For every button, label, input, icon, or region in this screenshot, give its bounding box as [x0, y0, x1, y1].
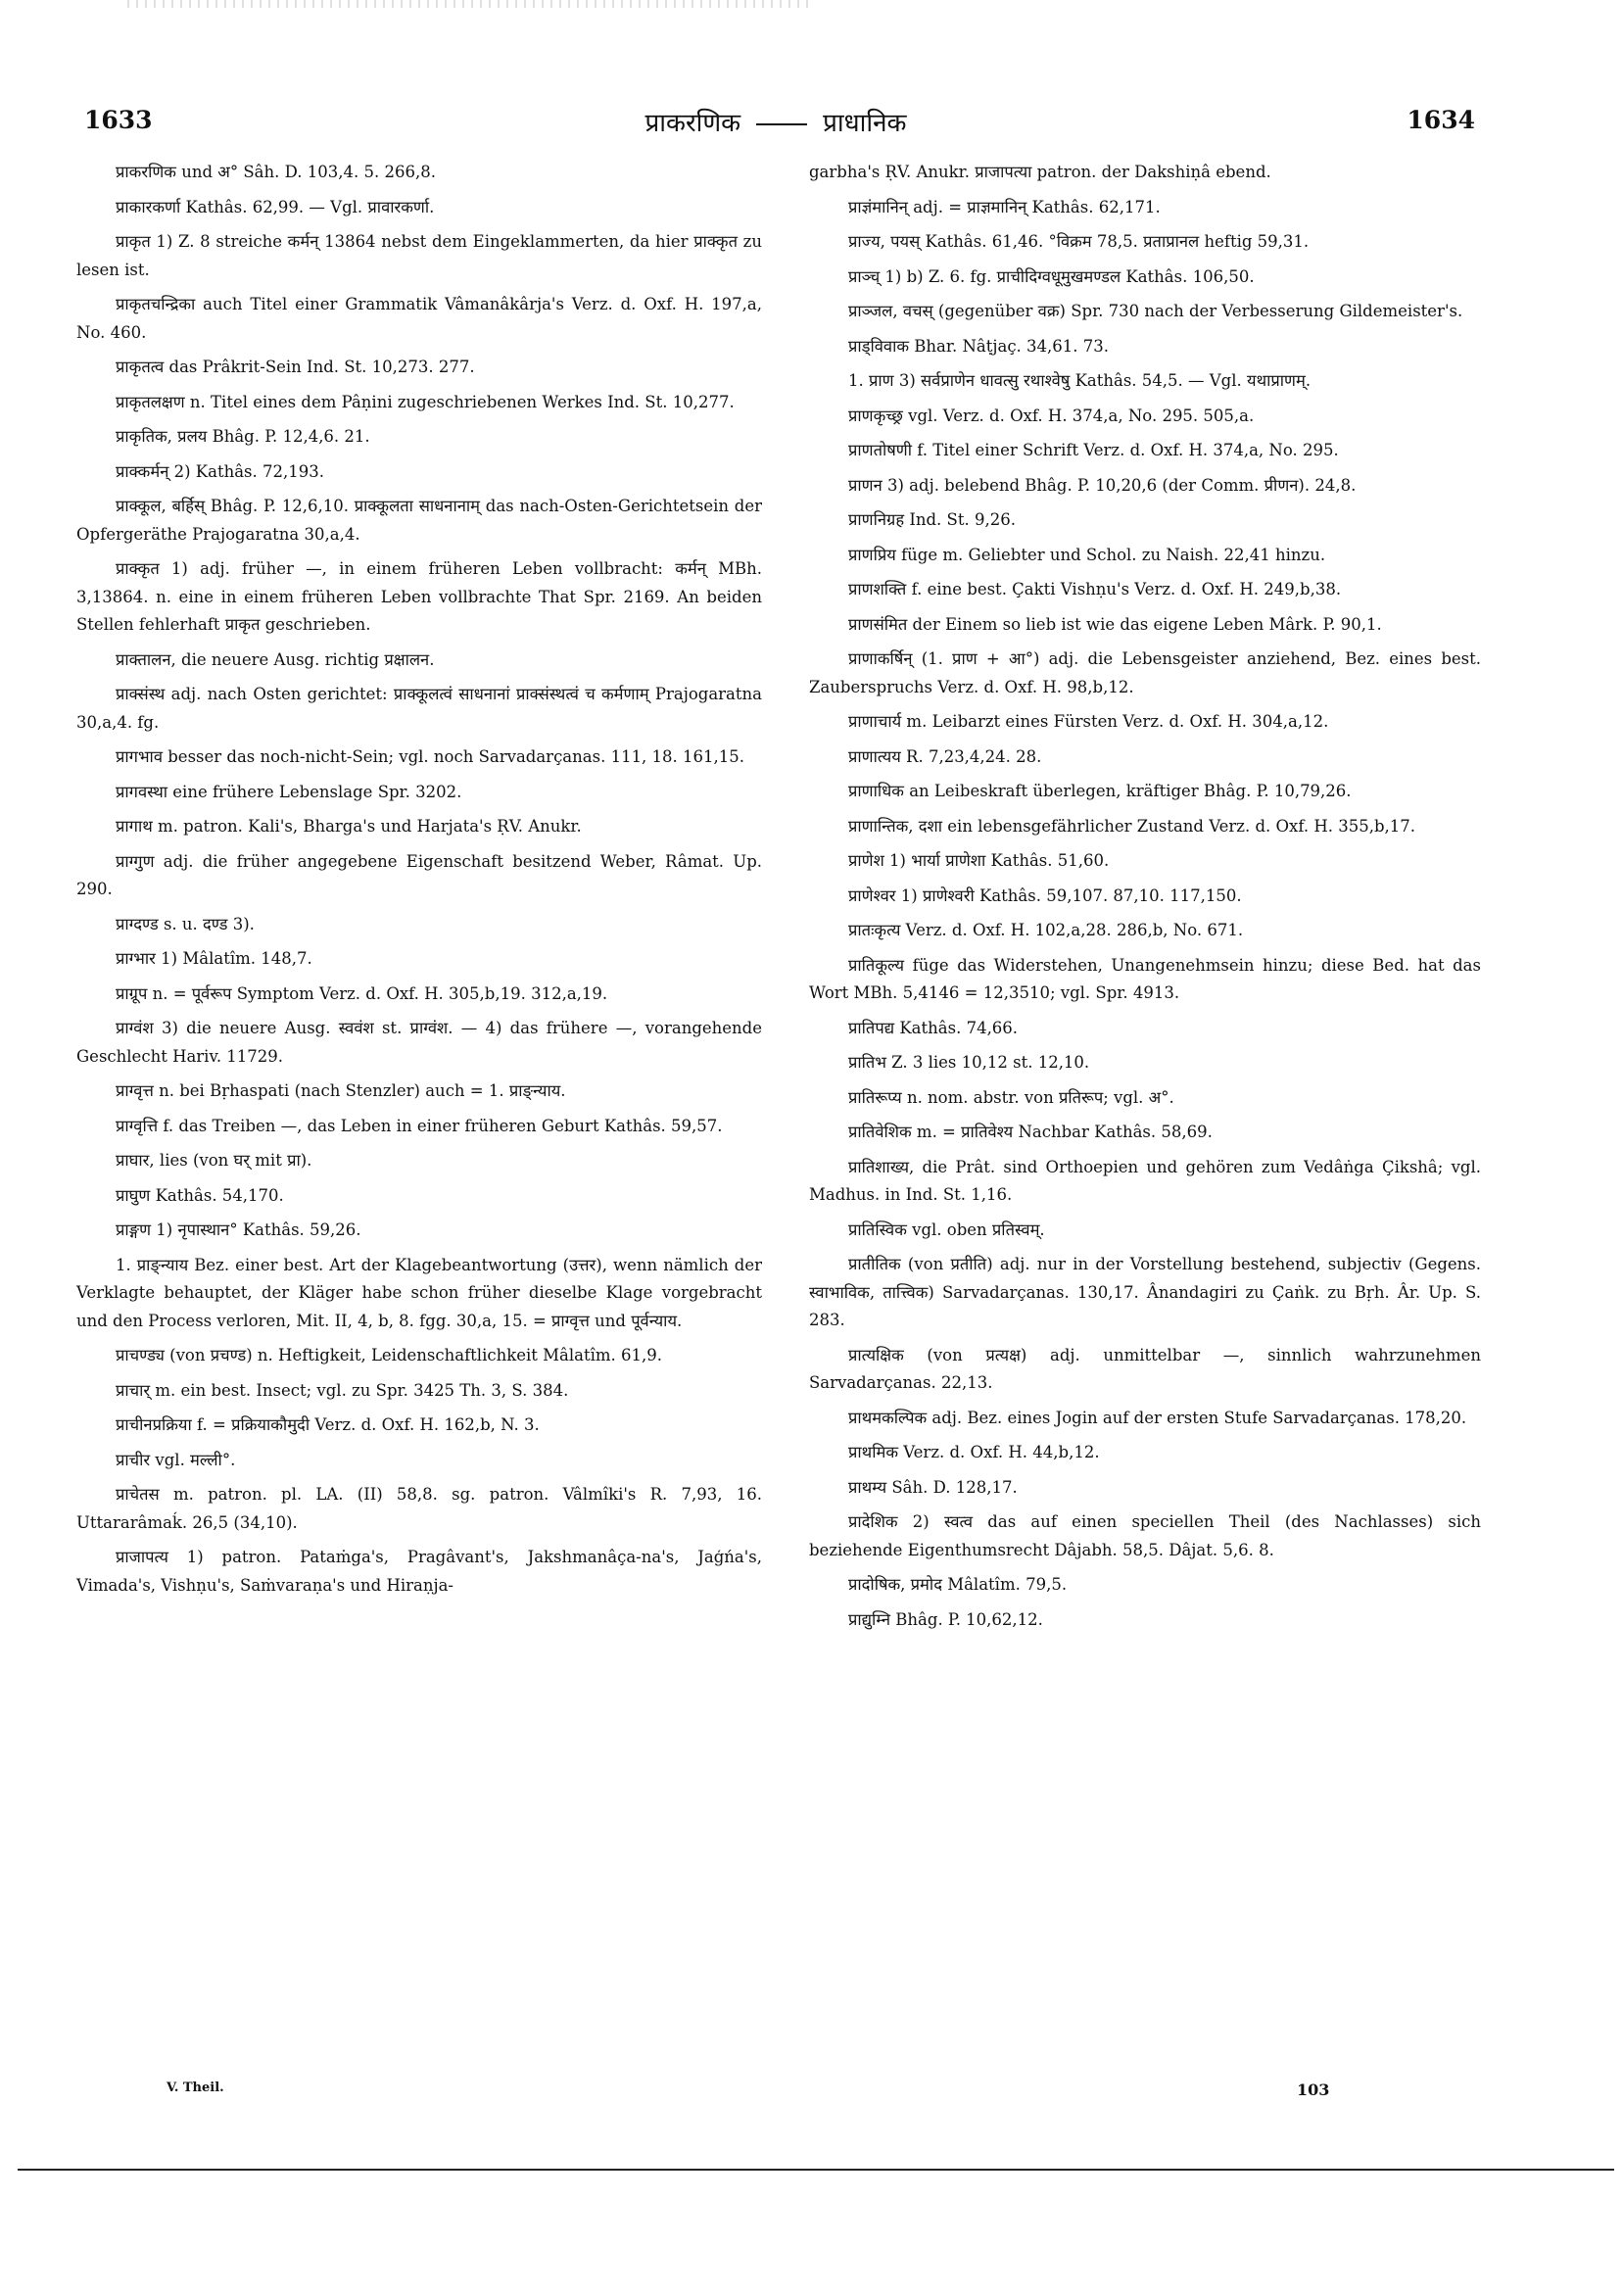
entry: प्राकृतचन्द्रिका auch Titel einer Grammatik Vâmanâkârja's Verz. d. Oxf. H. 197,a, No. 460. — [76, 295, 762, 342]
page-header — [76, 106, 1475, 145]
entry: प्रागाथ m. patron. Kali's, Bharga's und Harjata's ṚV. Anukr. — [116, 817, 582, 836]
entry: प्राद्युम्नि Bhâg. P. 10,62,12. — [848, 1609, 1043, 1629]
entry: प्राड्विवाक Bhar. Nâṭjaç. 34,61. 73. — [848, 336, 1110, 356]
entry: प्राज्ञंमानिन् adj. = प्राज्ञमानिन् Kathâs. 62,171. — [848, 197, 1161, 216]
entry: प्रादेशिक 2) स्वत्व das auf einen speciellen Theil (des Nachlasses) sich beziehende Eigenthumsrecht Dâjabh. 58,5. Dâjat. 5,6. 8. — [809, 1512, 1481, 1559]
running-head-dash — [756, 123, 807, 125]
entry: प्रातीतिक (von प्रतीति) adj. nur in der Vorstellung bestehend, subjectiv (Gegens. स्वाभाविक, तात्त्विक) Sarvadarçanas. 130,17. Ânandagiri zu Çaṅk. zu Bṛh. Âr. Up. S. 283. — [809, 1255, 1481, 1329]
running-head — [76, 104, 1475, 139]
entry: प्राणात्यय R. 7,23,4,24. 28. — [848, 746, 1042, 766]
entry: प्राचण्ड्य (von प्रचण्ड) n. Heftigkeit, Leidenschaftlichkeit Mâlatîm. 61,9. — [116, 1346, 663, 1364]
entry: प्राग्दण्ड s. u. दण्ड 3). — [116, 914, 255, 933]
entry: प्राकृतत्व das Prâkrit-Sein Ind. St. 10,273. 277. — [116, 358, 475, 376]
entry: प्राणेश्वर 1) प्राणेश्वरी Kathâs. 59,107. 87,10. 117,150. — [848, 885, 1242, 905]
entry: 1. प्राण 3) सर्वप्राणेन धावत्सु रथाश्वेषु Kathâs. 54,5. — Vgl. यथाप्राणम्. — [848, 371, 1312, 390]
entry: प्रातिशाख्य, die Prât. sind Orthoepien und gehören zum Vedâṅga Çikshâ; vgl. Madhus. in Ind. St. 1,16. — [809, 1157, 1481, 1204]
entry: प्रातिवेशिक m. = प्रातिवेश्य Nachbar Kathâs. 58,69. — [848, 1123, 1213, 1141]
entry: प्राणाचार्य m. Leibarzt eines Fürsten Verz. d. Oxf. H. 304,a,12. — [848, 712, 1329, 731]
entry: प्रातःकृत्य Verz. d. Oxf. H. 102,a,28. 286,b, No. 671. — [848, 921, 1244, 939]
bottom-rule — [18, 2169, 1614, 2171]
entry: प्रातिरूप्य n. nom. abstr. von प्रतिरूप; vgl. अ°. — [848, 1087, 1174, 1107]
entry: प्राग्भार 1) Mâlatîm. 148,7. — [116, 949, 312, 968]
entry: प्राग्वृत्त n. bei Bṛhaspati (nach Stenzler) auch = 1. प्राङ्न्याय. — [116, 1081, 566, 1100]
signature-mark: V. Theil. — [167, 2081, 224, 2095]
entry: प्राणान्तिक, दशा ein lebensgefährlicher Zustand Verz. d. Oxf. H. 355,b,17. — [848, 816, 1416, 836]
entry: प्राघुण Kathâs. 54,170. — [116, 1185, 284, 1205]
entry-continuation: garbha's ṚV. Anukr. प्राजापत्या patron. der Dakshiṇâ ebend. — [809, 163, 1271, 181]
entry: प्राग्वृत्ति f. das Treiben —, das Leben in einer früheren Geburt Kathâs. 59,57. — [116, 1116, 723, 1135]
sheet-number: 103 — [1297, 2081, 1330, 2099]
entry: प्राक्कूल, बर्हिस् Bhâg. P. 12,6,10. प्राक्कूलता साधनानाम् das nach-Osten-Gerichtetsein der Opfergeräthe Prajogaratna 30,a,4. — [76, 497, 762, 544]
entry: प्राचेतस m. patron. pl. LA. (II) 58,8. sg. patron. Vâlmîki's R. 7,93, 16. Uttararâmaḱ. 26,5 (34,10). — [76, 1485, 762, 1532]
running-head-start: प्राकरणिक — [644, 109, 741, 138]
entry: प्राकृतलक्षण n. Titel eines dem Pâṇini zugeschriebenen Werkes Ind. St. 10,277. — [116, 392, 735, 411]
left-column — [76, 159, 762, 1606]
entry: प्रागभाव besser das noch-nicht-Sein; vgl. noch Sarvadarçanas. 111, 18. 161,15. — [116, 747, 745, 766]
entry: प्राणाधिक an Leibeskraft überlegen, kräftiger Bhâg. P. 10,79,26. — [848, 782, 1352, 800]
entry: प्रागवस्था eine frühere Lebenslage Spr. 3202. — [116, 782, 462, 801]
entry: प्राणकृच्छ्र vgl. Verz. d. Oxf. H. 374,a, No. 295. 505,a. — [848, 406, 1255, 425]
entry: प्राजापत्य 1) patron. Pataṁga's, Pragâvant's, Jakshmanâça-na's, Jaģńa's, Vimada's, Vishṇu's, Saṁvaraṇa's und Hiraṇja- — [76, 1548, 762, 1595]
entry: प्रादोषिक, प्रमोद Mâlatîm. 79,5. — [848, 1575, 1068, 1594]
entry: प्राथमकल्पिक adj. Bez. eines Jogin auf der ersten Stufe Sarvadarçanas. 178,20. — [848, 1408, 1467, 1427]
running-head-end: प्राधानिक — [823, 109, 907, 138]
entry: प्राग्वंश 3) die neuere Ausg. स्ववंश st. प्राग्वंश. — 4) das frühere —, vorangehende Geschlecht Hariv. 11729. — [76, 1019, 762, 1066]
entry: प्राक्तालन, die neuere Ausg. richtig प्रक्षालन. — [116, 649, 435, 669]
entry: प्राक्कर्मन् 2) Kathâs. 72,193. — [116, 461, 324, 481]
page-number-left: 1633 — [84, 106, 153, 134]
entry: प्राणेश 1) भार्या प्राणेशा Kathâs. 51,60. — [848, 851, 1110, 870]
entry: प्राणनिग्रह Ind. St. 9,26. — [848, 510, 1016, 529]
page-number-right: 1634 — [1407, 106, 1475, 134]
entry: प्राणसंमित der Einem so lieb ist wie das eigene Leben Mârk. P. 90,1. — [848, 614, 1382, 634]
entry: प्राथम्य Sâh. D. 128,17. — [848, 1477, 1018, 1497]
entry: प्राचीर vgl. मल्ली°. — [116, 1450, 236, 1469]
entry: प्रातिस्विक vgl. oben प्रतिस्वम्. — [848, 1220, 1045, 1239]
entry: प्राकरणिक und अ° Sâh. D. 103,4. 5. 266,8. — [116, 163, 436, 181]
entry: प्राञ्जल, वचस् (gegenüber वक्र) Spr. 730 nach der Verbesserung Gildemeister's. — [848, 302, 1463, 320]
right-column — [809, 159, 1481, 1641]
entry: प्राकृत 1) Z. 8 streiche कर्मन् 13864 nebst dem Eingeklammerten, da hier प्राक्कृत zu lesen ist. — [76, 232, 762, 279]
entry: प्राचीनप्रक्रिया f. = प्रक्रियाकौमुदी Verz. d. Oxf. H. 162,b, N. 3. — [116, 1415, 540, 1434]
entry: प्राकृतिक, प्रलय Bhâg. P. 12,4,6. 21. — [116, 427, 370, 446]
entry: प्राणाकर्षिन् (1. प्राण + आ°) adj. die Lebensgeister anziehend, Bez. eines best. Zauberspruchs Verz. d. Oxf. H. 98,b,12. — [809, 649, 1481, 696]
entry: प्रात्यक्षिक (von प्रत्यक्ष) adj. unmittelbar —, sinnlich wahrzunehmen Sarvadarçanas. 22,13. — [809, 1345, 1481, 1392]
entry: प्रातिभ Z. 3 lies 10,12 st. 12,10. — [848, 1053, 1090, 1072]
entry: प्राकारकर्णा Kathâs. 62,99. — Vgl. प्रावारकर्णा. — [116, 197, 435, 216]
scan-noise — [127, 0, 813, 8]
entry: प्रातिपद्य Kathâs. 74,66. — [848, 1018, 1019, 1037]
entry: प्राणतोषणी f. Titel einer Schrift Verz. d. Oxf. H. 374,a, No. 295. — [848, 441, 1339, 459]
entry: प्रातिकूल्य füge das Widerstehen, Unangenehmsein hinzu; diese Bed. hat das Wort MBh. 5,4146 = 12,3510; vgl. Spr. 4913. — [809, 955, 1481, 1002]
entry: प्राणप्रिय füge m. Geliebter und Schol. zu Naish. 22,41 hinzu. — [848, 545, 1326, 564]
entry: प्राक्कृत 1) adj. früher —, in einem früheren Leben vollbracht: कर्मन् MBh. 3,13864. n. eine in einem früheren Leben vollbrachte That Spr. 2169. An beiden Stellen fehlerhaft प्राकृत geschrieben. — [76, 559, 762, 634]
entry: प्राचार् m. ein best. Insect; vgl. zu Spr. 3425 Th. 3, S. 384. — [116, 1380, 569, 1400]
entry: प्राङ्गण 1) नृपास्थान° Kathâs. 59,26. — [116, 1220, 361, 1239]
entry: प्राथमिक Verz. d. Oxf. H. 44,b,12. — [848, 1443, 1100, 1461]
entry: 1. प्राङ्न्याय Bez. einer best. Art der Klagebeantwortung (उत्तर), wenn nämlich der Verklagte behauptet, der Kläger habe schon früher dieselbe Klage vorgebracht und den Process verloren, Mit. II, 4, b, 8. fgg. 30,a, 15. = प्राग्वृत्त und पूर्वन्याय. — [76, 1255, 762, 1330]
entry: प्राग्रूप n. = पूर्वरूप Symptom Verz. d. Oxf. H. 305,b,19. 312,a,19. — [116, 983, 608, 1003]
entry: प्राघार, lies (von घर् mit प्रा). — [116, 1151, 312, 1170]
entry: प्राक्संस्थ adj. nach Osten gerichtet: प्राक्कूलत्वं साधनानां प्राक्संस्थत्वं च कर्मणाम् Prajogaratna 30,a,4. fg. — [76, 685, 762, 732]
entry: प्राणशक्ति f. eine best. Çakti Vishṇu's Verz. d. Oxf. H. 249,b,38. — [848, 580, 1342, 598]
entry: प्राणन 3) adj. belebend Bhâg. P. 10,20,6 (der Comm. प्रीणन). 24,8. — [848, 475, 1357, 495]
entry: प्राग्गुण adj. die früher angegebene Eigenschaft besitzend Weber, Râmat. Up. 290. — [76, 851, 762, 898]
entry: प्राञ्च् 1) b) Z. 6. fg. प्राचीदिग्वधूमुखमण्डल Kathâs. 106,50. — [848, 266, 1255, 286]
entry: प्राज्य, पयस् Kathâs. 61,46. °विक्रम 78,5. प्रताप्रानल heftig 59,31. — [848, 232, 1310, 251]
